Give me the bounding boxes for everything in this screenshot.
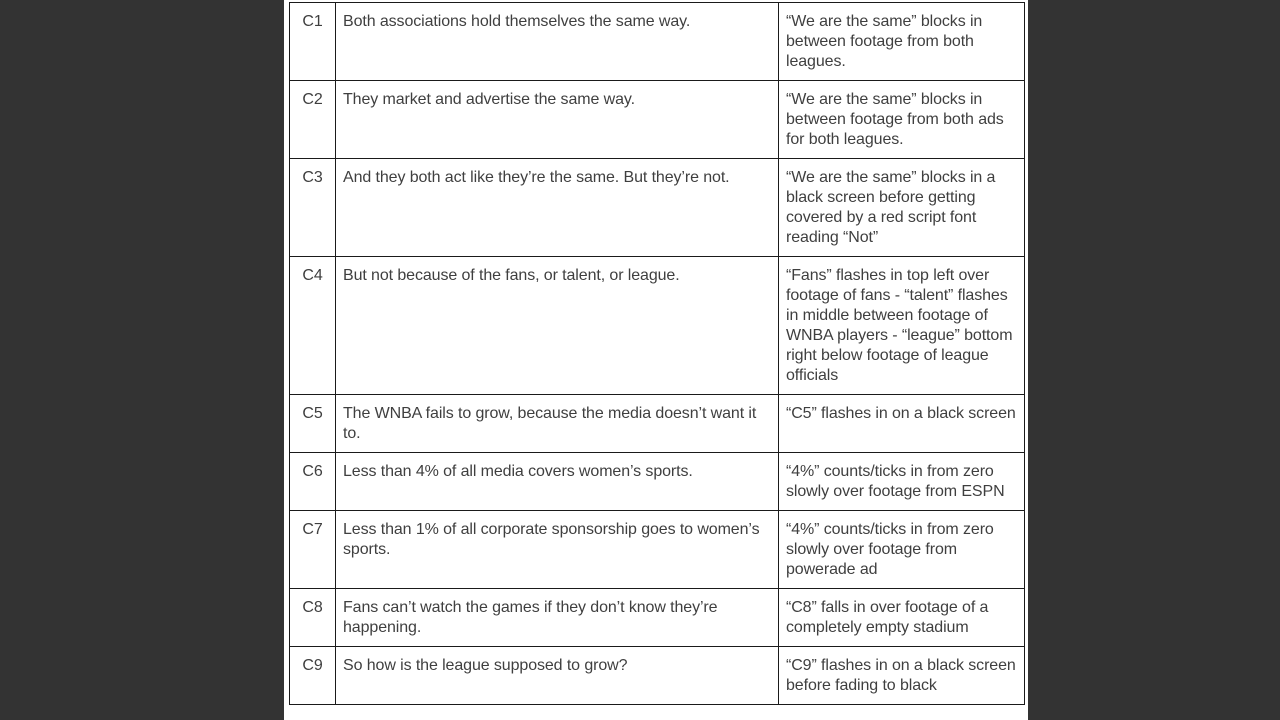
row-id-cell: C2 xyxy=(290,81,336,159)
script-table-body xyxy=(290,3,1025,705)
row-line-cell: Less than 1% of all corporate sponsorship goes to women’s sports. xyxy=(336,511,779,589)
row-id-cell: C7 xyxy=(290,511,336,589)
table-row xyxy=(290,159,1025,257)
row-id-cell: C3 xyxy=(290,159,336,257)
table-row xyxy=(290,511,1025,589)
row-id-cell: C4 xyxy=(290,257,336,395)
row-visual-cell: “We are the same” blocks in between footage from both leagues. xyxy=(779,3,1025,81)
row-visual-cell: “C9” flashes in on a black screen before fading to black xyxy=(779,647,1025,705)
row-id-cell: C9 xyxy=(290,647,336,705)
table-row xyxy=(290,81,1025,159)
table-row xyxy=(290,257,1025,395)
row-visual-cell: “We are the same” blocks in a black screen before getting covered by a red script font reading “Not” xyxy=(779,159,1025,257)
row-line-cell: The WNBA fails to grow, because the media doesn’t want it to. xyxy=(336,395,779,453)
row-id-cell: C5 xyxy=(290,395,336,453)
table-row xyxy=(290,3,1025,81)
row-line-cell: Both associations hold themselves the same way. xyxy=(336,3,779,81)
row-line-cell: They market and advertise the same way. xyxy=(336,81,779,159)
row-visual-cell: “Fans” flashes in top left over footage of fans - “talent” flashes in middle between footage of WNBA players - “league” bottom right below footage of league officials xyxy=(779,257,1025,395)
table-row xyxy=(290,453,1025,511)
row-line-cell: So how is the league supposed to grow? xyxy=(336,647,779,705)
row-id-cell: C1 xyxy=(290,3,336,81)
row-visual-cell: “4%” counts/ticks in from zero slowly over footage from ESPN xyxy=(779,453,1025,511)
row-id-cell: C8 xyxy=(290,589,336,647)
row-visual-cell: “We are the same” blocks in between footage from both ads for both leagues. xyxy=(779,81,1025,159)
document-page xyxy=(284,0,1028,720)
row-line-cell: And they both act like they’re the same. But they’re not. xyxy=(336,159,779,257)
table-row xyxy=(290,589,1025,647)
row-visual-cell: “C8” falls in over footage of a completely empty stadium xyxy=(779,589,1025,647)
row-line-cell: Less than 4% of all media covers women’s sports. xyxy=(336,453,779,511)
row-id-cell: C6 xyxy=(290,453,336,511)
table-row xyxy=(290,395,1025,453)
row-line-cell: Fans can’t watch the games if they don’t know they’re happening. xyxy=(336,589,779,647)
row-visual-cell: “4%” counts/ticks in from zero slowly over footage from powerade ad xyxy=(779,511,1025,589)
table-row xyxy=(290,647,1025,705)
script-table xyxy=(289,2,1025,705)
row-line-cell: But not because of the fans, or talent, or league. xyxy=(336,257,779,395)
row-visual-cell: “C5” flashes in on a black screen xyxy=(779,395,1025,453)
